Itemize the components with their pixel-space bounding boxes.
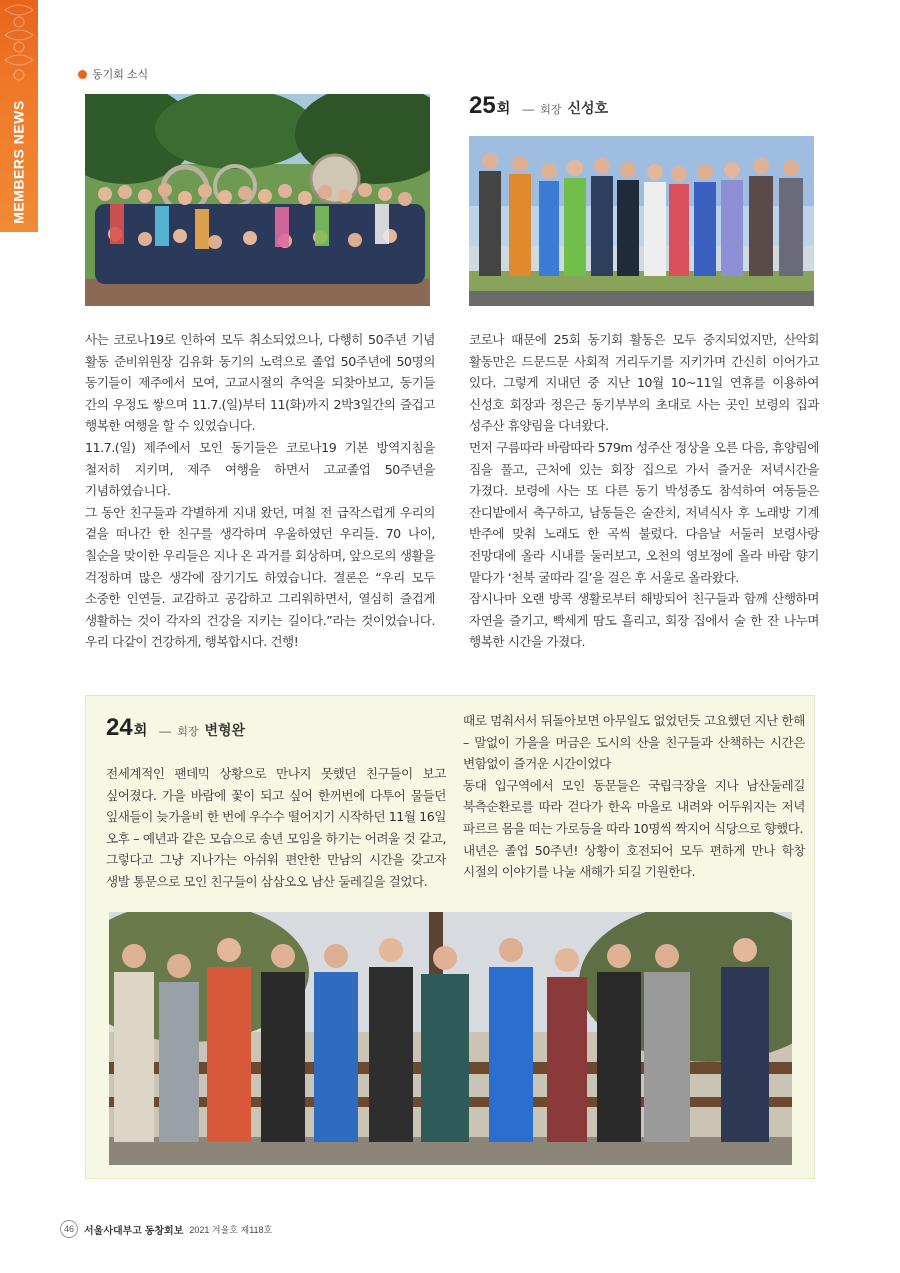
paragraph: 잠시나마 오랜 방콕 생활로부터 해방되어 친구들과 함께 산행하며 자연을 즐기고, 빡세게 땀도 흘리고, 회장 집에서 술 한 잔 나누며 행복한 시간을 가졌다. <box>469 591 819 650</box>
paragraph: 11.7.(일) 제주에서 모인 동기들은 코로나19 기본 방역지침을 철저히 지키며, 제주 여행을 하면서 고교졸업 50주년을 기념하였습니다. <box>85 439 435 499</box>
class-number: 25 <box>469 92 496 119</box>
class-24-group-photo <box>109 912 792 1165</box>
sidebar-label: MEMBERS NEWS <box>11 100 28 224</box>
class-24-article-text-left <box>106 763 446 893</box>
paragraph: 먼저 구름따라 바람따라 579m 성주산 정상을 오른 다음, 휴양림에 짐을 풀고, 근처에 있는 회장 집으로 가서 즐거운 저녁시간을 가졌다. 보령에 사는 또 다른 동기 박성종도 참석하여 여동들은 잔디밭에서 축구하고, 남동들은 술잔치, 저녁식사 후 노래방 기계 반주에 맞춰 노래도 한 곡씩 불렀다. 다음날 서둘러 보령사랑 전망대에 올라 시내를 둘러보고, 오천의 영보정에 올라 바람 향기 맡다가 ‘천북 굴따라 길’을 걸은 후 서울로 올라왔다. <box>469 439 819 585</box>
jeju-group-photo <box>85 94 430 306</box>
class-25-article-text <box>469 329 819 653</box>
paragraph: 코로나 때문에 25회 동기회 활동은 모두 중지되었지만, 산악회 활동만은 드문드문 사회적 거리두기를 지키가며 간신히 이어가고 있다. 그렇게 지내던 중 지난 10월 10~11일 연휴를 이용하여 신성호 회장과 정은근 동기부부의 초대로 사는 곳인 보령의 집과 성주산 휴양림을 다녀왔다. <box>469 332 819 434</box>
president-role: 회장 <box>177 726 199 738</box>
president-name: 변형완 <box>204 723 246 739</box>
paragraph: 그 동안 친구들과 각별하게 지내 왔던, 며칠 전 급작스럽게 우리의 곁을 떠나간 한 친구를 생각하며 우울하였던 우리들. 70 나이, 칠순을 맞이한 우리들은 지나 온 과거를 회상하며, 앞으로의 생활을 걱정하며 많은 생각에 잠기기도 하였습니다. 결론은 “우리 모두 소중한 인연들. 교감하고 공감하고 그리워하면서, 열심히 즐겁게 생활하는 것이 각자의 건강을 지키는 길이다.”라는 것이었습니다. 우리 다같이 건강하게, 행복합시다. 건행! <box>85 504 435 650</box>
heading-dash: — <box>522 102 535 116</box>
paragraph: 동대 입구역에서 모인 동문들은 국립극장을 지나 남산둘레길 북측순환로를 따라 걷다가 한옥 마을로 내려와 어두워지는 저녁 파르르 몸을 떠는 가로등을 따라 10명씩 짝지어 식당으로 향했다. <box>463 777 805 836</box>
section-tag <box>78 66 148 82</box>
class-unit: 회 <box>496 100 511 116</box>
president-role: 회장 <box>540 104 562 116</box>
class-number: 24 <box>106 714 133 741</box>
paragraph: 전세계적인 팬데믹 상황으로 만나지 못했던 친구들이 보고 싶어졌다. 가을 바람에 꽃이 되고 싶어 한꺼번에 다투어 물들던 잎새들이 늦가을비 한 번에 우수수 떨어지기 시작하던 11월 16일 오후 – 예년과 같은 모습으로 송년 모임을 하기는 어려울 것 같고, 그렇다고 그냥 지나가는 아쉬워 편안한 만남의 시간을 갖고자 생발 통문으로 모인 친구들이 삼삼오오 남산 둘레길을 걸었다. <box>106 766 446 889</box>
heading-dash: — <box>159 724 172 738</box>
issue-label: 2021 겨울호 제118호 <box>189 1224 273 1235</box>
bullet-dot-icon <box>78 70 87 79</box>
paragraph: 사는 코로나19로 인하여 모두 취소되었으나, 다행히 50주년 기념 활동 준비위원장 김유화 동기의 노력으로 졸업 50주년에 50명의 동기들이 제주에서 모여, 고교시절의 추억을 되찾아보고, 동기들 간의 우정도 쌓으며 11.7.(일)부터 11(화)까지 2박3일간의 즐겁고 행복한 여행을 할 수 있었습니다. <box>85 332 435 434</box>
page-footer <box>60 1220 272 1238</box>
paragraph: 때로 멈춰서서 뒤돌아보면 아무일도 없었던듯 고요했던 지난 한해 – 말없이 가을을 머금은 도시의 산을 친구들과 산책하는 시간은 변함없이 즐거운 시간이었다 <box>463 713 805 772</box>
section-tag-label: 동기회 소식 <box>92 69 149 81</box>
class-24-heading <box>106 714 245 742</box>
class-unit: 회 <box>133 722 148 738</box>
class-25-heading <box>469 92 608 120</box>
class-24-article-text-right <box>463 710 805 883</box>
page-number: 46 <box>60 1220 78 1238</box>
president-name: 신성호 <box>567 101 609 117</box>
left-article-text <box>85 329 435 653</box>
paragraph: 내년은 졸업 50주년! 상황이 호전되어 모두 편하게 만나 학창 시절의 이야기를 나눌 새해가 되길 기원한다. <box>463 842 805 880</box>
class-25-group-photo <box>469 136 814 306</box>
publication-name: 서울사대부고 동창회보 <box>84 1225 184 1237</box>
decorative-pattern <box>0 0 38 90</box>
section-side-band <box>0 0 38 232</box>
